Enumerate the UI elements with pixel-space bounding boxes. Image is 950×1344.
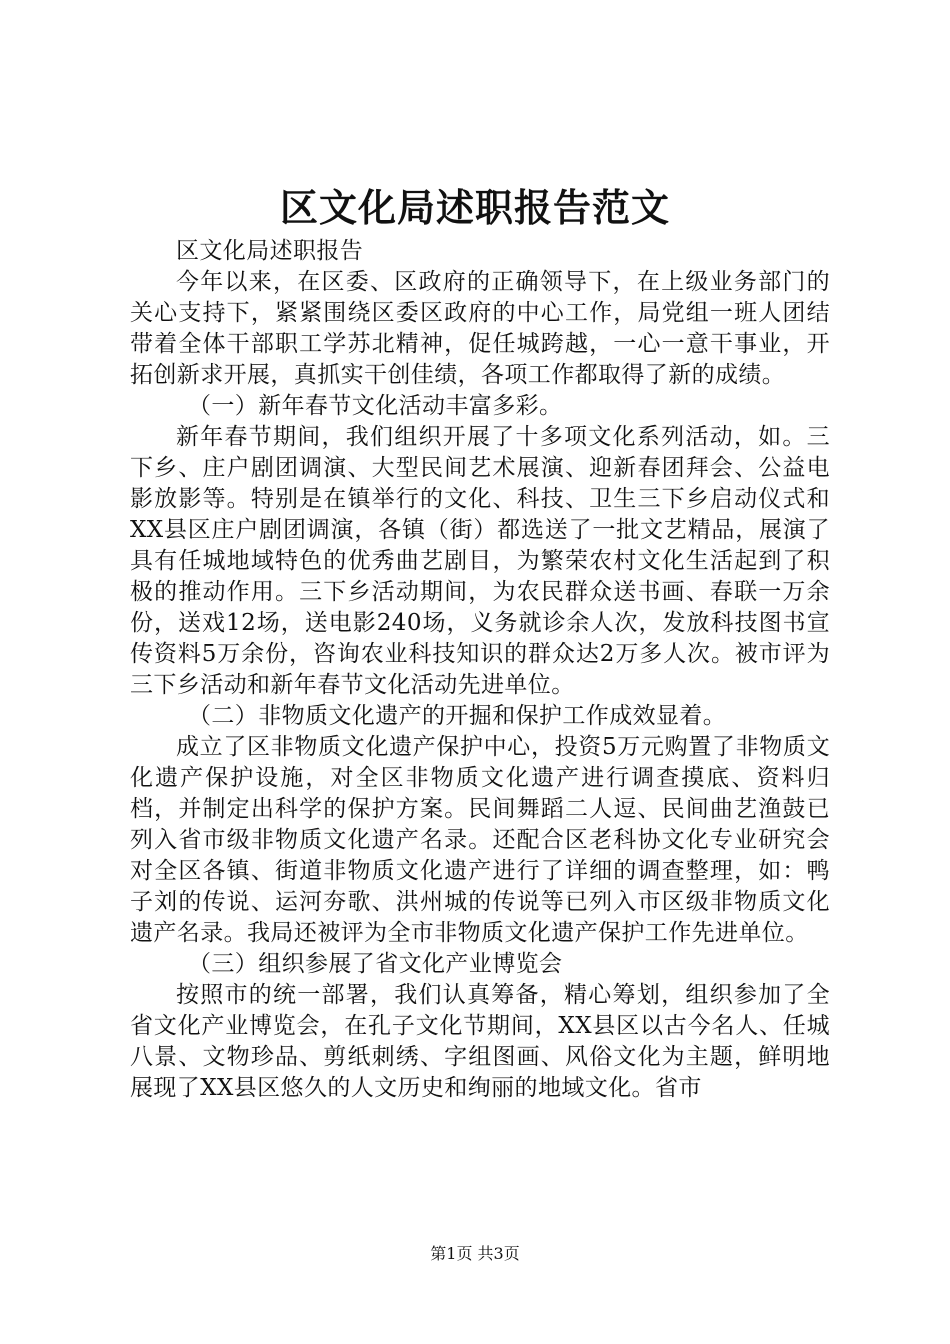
page-number-footer: 第1页 共3页 (430, 1244, 520, 1263)
report-heading: 区文化局述职报告 (176, 238, 364, 264)
section-heading-2: （二）非物质文化遗产的开掘和保护工作成效显着。 (188, 703, 727, 729)
document-body (130, 236, 830, 1104)
section-paragraph-3: 按照市的统一部署，我们认真筹备，精心筹划，组织参加了全省文化产业博览会，在孔子文化节期间，XX县区以古今名人、任城八景、文物珍品、剪纸刺绣、字组图画、风俗文化为主题，鲜明地展现了XX县区悠久的人文历史和绚丽的地域文化。省市 (130, 982, 830, 1101)
intro-paragraph: 今年以来，在区委、区政府的正确领导下，在上级业务部门的关心支持下，紧紧围绕区委区政府的中心工作，局党组一班人团结带着全体干部职工学苏北精神，促任城跨越，一心一意干事业，开拓创新求开展，真抓实干创佳绩，各项工作都取得了新的成绩。 (130, 269, 830, 388)
section-heading-1: （一）新年春节文化活动丰富多彩。 (188, 393, 563, 419)
section-heading-3: （三）组织参展了省文化产业博览会 (188, 951, 563, 977)
document-title: 区文化局述职报告范文 (279, 185, 670, 230)
section-paragraph-2: 成立了区非物质文化遗产保护中心，投资5万元购置了非物质文化遗产保护设施，对全区非物质文化遗产进行调查摸底、资料归档，并制定出科学的保护方案。民间舞蹈二人逗、民间曲艺渔鼓已列入省市级非物质文化遗产名录。还配合区老科协文化专业研究会对全区各镇、街道非物质文化遗产进行了详细的调查整理，如：鸭子刘的传说、运河夯歌、洪州城的传说等已列入市区级非物质文化遗产名录。我局还被评为全市非物质文化遗产保护工作先进单位。 (130, 734, 830, 946)
section-paragraph-1: 新年春节期间，我们组织开展了十多项文化系列活动，如。三下乡、庄户剧团调演、大型民间艺术展演、迎新春团拜会、公益电影放影等。特别是在镇举行的文化、科技、卫生三下乡启动仪式和XX县区庄户剧团调演，各镇（街）都选送了一批文艺精品，展演了具有任城地域特色的优秀曲艺剧目，为繁荣农村文化生活起到了积极的推动作用。三下乡活动期间，为农民群众送书画、春联一万余份，送戏12场，送电影240场，义务就诊余人次，发放科技图书宣传资料5万余份，咨询农业科技知识的群众达2万多人次。被市评为三下乡活动和新年春节文化活动先进单位。 (130, 424, 830, 698)
